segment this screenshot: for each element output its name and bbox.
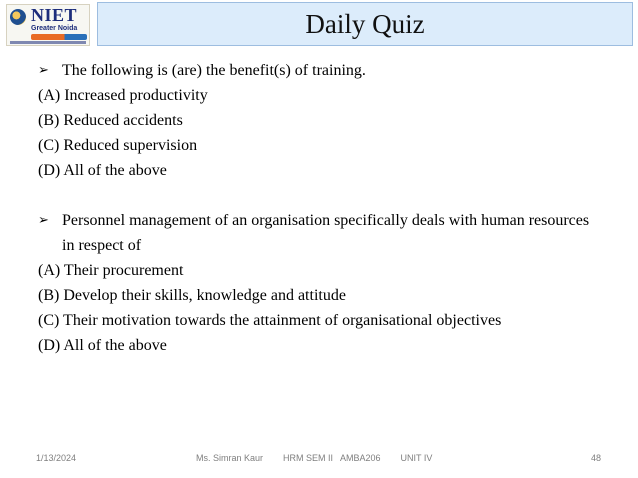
logo-footer-strip: [10, 41, 86, 44]
question-1-option-b: (B) Reduced accidents: [38, 112, 183, 129]
quiz-content: [38, 58, 618, 358]
footer-date: 1/13/2024: [36, 453, 77, 463]
question-2: [38, 208, 602, 258]
question-2-option-d: (D) All of the above: [38, 337, 167, 354]
logo-badge-bar: [31, 34, 87, 40]
title-banner: [97, 2, 633, 46]
question-2-option-c: (C) Their motivation towards the attainment of organisational objectives: [38, 312, 502, 329]
page-title: Daily Quiz: [305, 8, 425, 39]
question-1-text: The following is (are) the benefit(s) of training.: [62, 62, 366, 79]
arrow-bullet-icon: ➢: [38, 63, 49, 78]
question-2-option-a: (A) Their procurement: [38, 262, 184, 279]
question-2-text: Personnel management of an organisation specifically deals with human resources in respect of: [62, 212, 590, 254]
niet-logo: [6, 4, 90, 46]
seal-icon: [10, 9, 26, 25]
question-2-option-b: (B) Develop their skills, knowledge and attitude: [38, 287, 346, 304]
question-1-option-c: (C) Reduced supervision: [38, 137, 198, 154]
question-1-option-d: (D) All of the above: [38, 162, 167, 179]
footer-course-info: Ms. Simran Kaur HRM SEM II AMBA206 UNIT IV: [196, 453, 433, 463]
logo-subtitle: Greater Noida: [31, 25, 78, 32]
page-number: 48: [590, 453, 601, 463]
question-gap: [38, 183, 618, 208]
arrow-bullet-icon: ➢: [38, 213, 49, 228]
question-1: [38, 58, 618, 83]
logo-name: NIET: [31, 5, 78, 25]
question-1-option-a: (A) Increased productivity: [38, 87, 208, 104]
